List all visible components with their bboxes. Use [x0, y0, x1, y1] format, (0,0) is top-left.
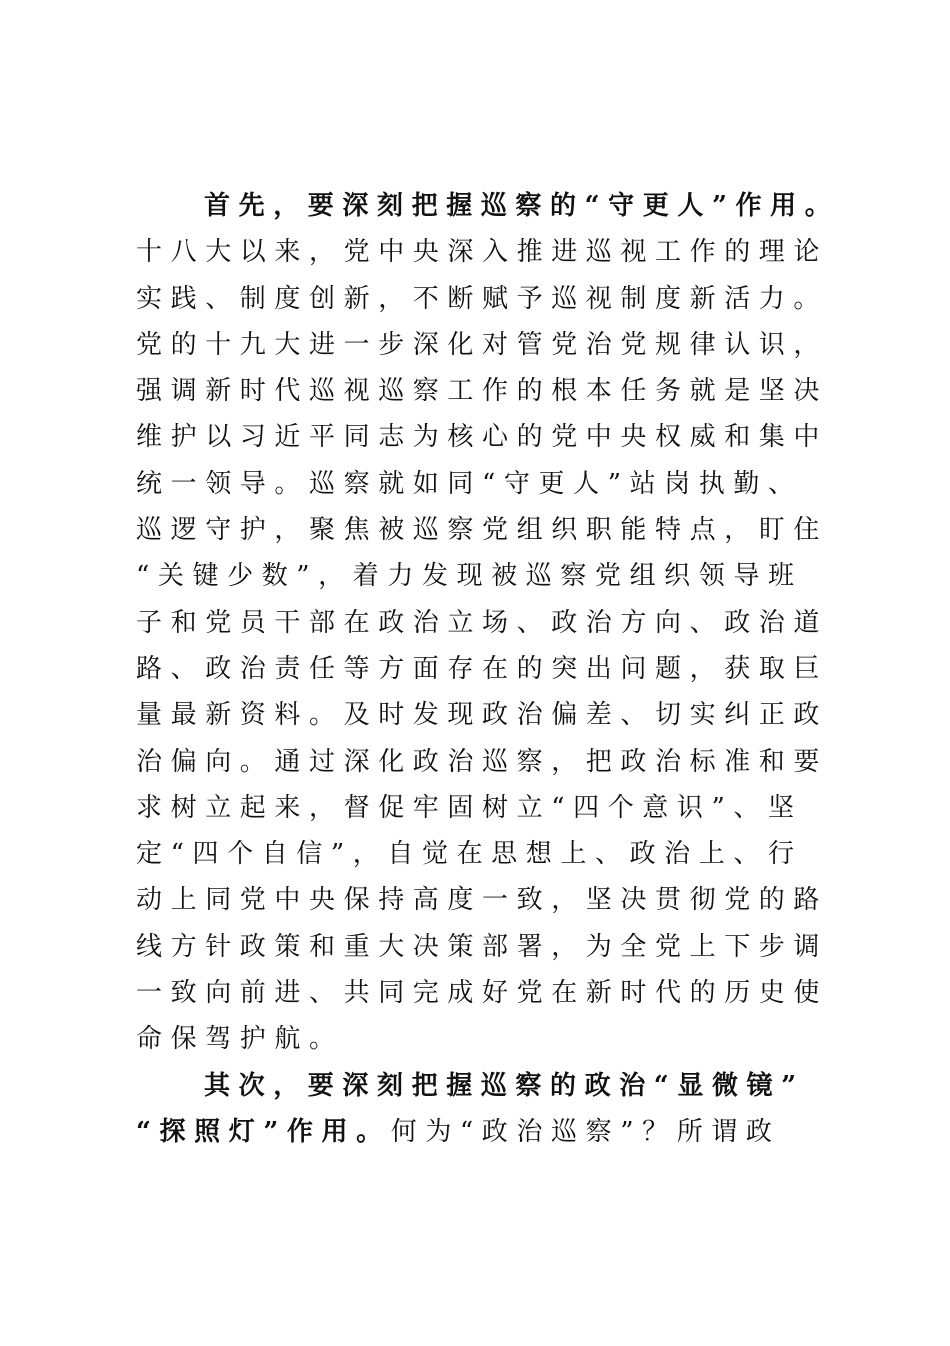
- text-line: [136, 276, 829, 322]
- text-line: [136, 507, 829, 553]
- normal-text: 强调新时代巡视巡察工作的根本任务就是坚决: [136, 376, 829, 407]
- paragraph-heading-line: [136, 1063, 826, 1109]
- text-line: [136, 1109, 826, 1155]
- text-line: [136, 877, 829, 923]
- normal-text: 动上同党中央保持高度一致，坚决贯彻党的路: [136, 885, 829, 916]
- text-line: [136, 229, 829, 275]
- normal-text: 实践、制度创新，不断赋予巡视制度新活力。: [136, 283, 829, 314]
- bold-text: 首先，要深刻把握巡察的“守更人”作用。: [204, 191, 840, 221]
- paragraph-heading-line: [136, 183, 840, 229]
- normal-text: 一致向前进、共同完成好党在新时代的历史使: [136, 978, 829, 1009]
- normal-text: “关键少数”，着力发现被巡察党组织领导班: [136, 561, 803, 592]
- normal-text: 维护以习近平同志为核心的党中央权威和集中: [136, 422, 829, 453]
- text-line: [136, 646, 829, 692]
- normal-text: 求树立起来，督促牢固树立“四个意识”、坚: [136, 792, 803, 823]
- text-line: [136, 924, 829, 970]
- text-line: [136, 322, 829, 368]
- normal-text: 线方针政策和重大决策部署，为全党上下步调: [136, 931, 829, 962]
- text-line: [136, 831, 826, 877]
- text-line: [136, 414, 829, 460]
- normal-text: 十八大以来，党中央深入推进巡视工作的理论: [136, 237, 829, 268]
- text-line: [136, 600, 829, 646]
- normal-text: 巡逻守护，聚焦被巡察党组织职能特点，盯住: [136, 515, 829, 546]
- normal-text: 命保驾护航。: [136, 1024, 344, 1055]
- normal-text: 量最新资料。及时发现政治偏差、切实纠正政: [136, 700, 829, 731]
- body-text: [136, 183, 840, 1155]
- text-line: [136, 970, 829, 1016]
- text-line: [136, 785, 826, 831]
- text-line: [136, 1016, 826, 1062]
- bold-text: “探照灯”作用。: [136, 1116, 391, 1147]
- normal-text: 路、政治责任等方面存在的突出问题，获取巨: [136, 653, 829, 684]
- normal-text: 党的十九大进一步深化对管党治党规律认识，: [136, 329, 829, 360]
- bold-text: 其次，要深刻把握巡察的政治“显微镜”: [204, 1070, 805, 1101]
- text-line: [136, 692, 829, 738]
- normal-text: 统一领导。巡察就如同“守更人”站岗执勤、: [136, 468, 803, 499]
- text-line: [136, 461, 826, 507]
- text-line: [136, 553, 826, 599]
- text-line: [136, 739, 829, 785]
- normal-text: 定“四个自信”，自觉在思想上、政治上、行: [136, 839, 803, 870]
- text-line: [136, 368, 829, 414]
- normal-text: 何为“政治巡察”？所谓政: [390, 1116, 781, 1147]
- normal-text: 子和党员干部在政治立场、政治方向、政治道: [136, 607, 829, 638]
- normal-text: 治偏向。通过深化政治巡察，把政治标准和要: [136, 746, 829, 777]
